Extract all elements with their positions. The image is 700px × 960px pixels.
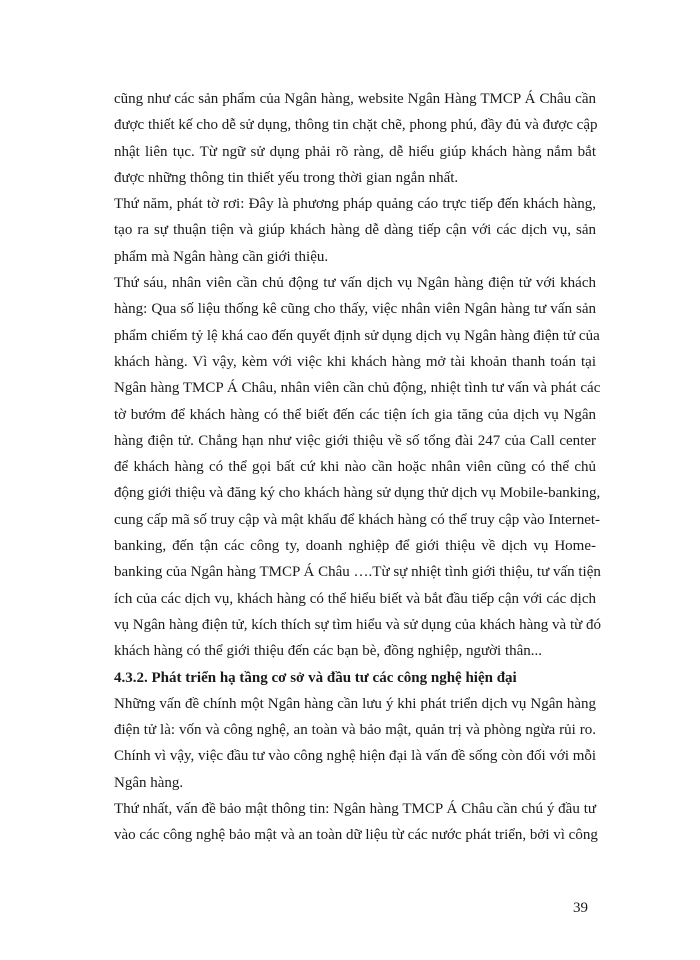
text-line: phẩm chiếm tỷ lệ khá cao đến quyết định sử dụng dịch vụ Ngân hàng điện tử của	[114, 327, 600, 344]
text-line: được những thông tin thiết yếu trong thời gian ngắn nhất.	[114, 169, 459, 186]
text-line: Thứ sáu, nhân viên cần chủ động tư vấn dịch vụ Ngân hàng điện tử với khách	[114, 275, 596, 292]
section-heading: 4.3.2. Phát triển hạ tầng cơ sở và đầu tư các công nghệ hiện đại	[114, 669, 517, 686]
text-line: Thứ năm, phát tờ rơi: Đây là phương pháp quảng cáo trực tiếp đến khách hàng,	[114, 196, 596, 213]
text-line: Những vấn đề chính một Ngân hàng cần lưu ý khi phát triển dịch vụ Ngân hàng	[114, 695, 596, 712]
text-line: Chính vì vậy, việc đầu tư vào công nghệ hiện đại là vấn đề sống còn đối với mỗi	[114, 748, 597, 765]
text-line: cũng như các sản phẩm của Ngân hàng, website Ngân Hàng TMCP Á Châu cần	[114, 91, 596, 107]
text-line: nhật liên tục. Từ ngữ sử dụng phải rõ ràng, dễ hiểu giúp khách hàng nắm bắt	[114, 143, 596, 160]
text-line: tờ bướm để khách hàng có thể biết đến các tiện ích gia tăng của dịch vụ Ngân	[114, 406, 596, 423]
text-line: động giới thiệu và đăng ký cho khách hàng sử dụng thử dịch vụ Mobile-banking,	[114, 485, 601, 502]
text-line: Ngân hàng TMCP Á Châu, nhân viên cần chủ động, nhiệt tình tư vấn và phát các	[114, 380, 601, 397]
document-body	[114, 86, 602, 849]
text-line: Ngân hàng.	[114, 774, 184, 791]
text-line: điện tử là: vốn và công nghệ, an toàn và bảo mật, quản trị và phòng ngừa rủi ro.	[114, 722, 596, 739]
text-line: được thiết kế cho dễ sử dụng, thông tin chặt chẽ, phong phú, đầy đủ và được cập	[114, 117, 598, 134]
text-line: để khách hàng có thể gọi bất cứ khi nào cần hoặc nhân viên cũng có thể chủ	[114, 459, 596, 476]
text-line: banking của Ngân hàng TMCP Á Châu ….Từ sự nhiệt tình giới thiệu, tư vấn tiện	[114, 564, 601, 581]
text-line: vào các công nghệ bảo mật và an toàn dữ liệu từ các nước phát triển, bởi vì công	[114, 827, 598, 844]
text-line: banking, đến tận các công ty, doanh nghiệp để giới thiệu về dịch vụ Home-	[114, 538, 596, 555]
page-number: 39	[573, 900, 588, 916]
text-line: cung cấp mã số truy cập và mật khẩu để khách hàng có thể truy cập vào Internet-	[114, 511, 601, 528]
text-line: hàng điện tử. Chẳng hạn như việc giới thiệu về số tổng đài 247 của Call center	[114, 432, 596, 449]
text-line: phẩm mà Ngân hàng cần giới thiệu.	[114, 248, 329, 265]
text-line: ích của các dịch vụ, khách hàng có thể hiểu biết và bắt đầu tiếp cận với các dịch	[114, 590, 596, 607]
text-line: khách hàng có thể giới thiệu đến các bạn bè, đồng nghiệp, người thân...	[114, 643, 543, 660]
text-line: vụ Ngân hàng điện tử, kích thích sự tìm hiểu và sử dụng của khách hàng và từ đó	[114, 616, 602, 633]
text-line: khách hàng. Vì vậy, kèm với việc khi khách hàng mở tài khoản thanh toán tại	[114, 353, 596, 370]
text-line: tạo ra sự thuận tiện và giúp khách hàng dễ dàng tiếp cận với các dịch vụ, sản	[114, 222, 596, 239]
text-line: hàng: Qua số liệu thống kê cũng cho thấy, việc nhân viên Ngân hàng tư vấn sản	[114, 301, 596, 318]
text-line: Thứ nhất, vấn đề bảo mật thông tin: Ngân hàng TMCP Á Châu cần chú ý đầu tư	[114, 801, 596, 818]
